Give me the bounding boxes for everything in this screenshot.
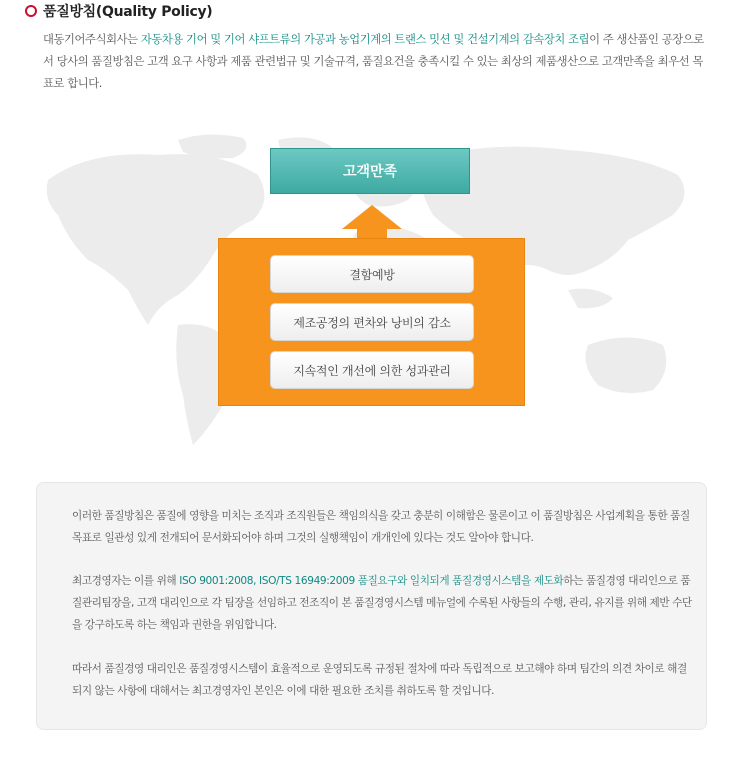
page-title: 품질방침(Quality Policy) [43,4,213,20]
circle-bullet-icon [25,5,37,17]
intro-text [43,29,713,95]
policy-paragraph-2 [72,570,692,636]
policy-paragraph-1: 이러한 품질방침은 품질에 영향을 미치는 조직과 조직원들은 책임의식을 갖고 충분히 이해함은 물론이고 이 품질방침은 사업계획을 통한 품질목표로 일관성 있게 전개되어 문서화되어야 하며 그것의 실행책임이 개개인에 있다는 것도 알아야 합니다. [72,510,690,544]
item-variation-waste-reduction: 제조공정의 편차와 낭비의 감소 [270,303,474,341]
intro-highlight: 자동차용 기어 및 기어 샤프트류의 가공과 농업기계의 트랜스 밋션 및 건설기계의 감속장치 조립 [140,33,590,46]
item-defect-prevention: 결함예방 [270,255,474,293]
policy-p2-start: 최고경영자는 이를 위해 [72,575,180,587]
goal-customer-satisfaction: 고객만족 [270,148,470,194]
page-header [25,0,212,22]
policy-p2-highlight: ISO 9001:2008, ISO/TS 16949:2009 품질요구와 일치되게 품질경영시스템을 제도화 [179,575,564,587]
intro-rest: 이 주 생산품인 공장으로서 당사의 품질방침은 고객 요구 사항과 제품 관련법규 및 기술규격, 품질요건을 충족시킬 수 있는 최상의 제품생산으로 고객만족을 최우선 목표로 합니다. [43,33,704,90]
intro-company: 대동기어주식회사는 [43,33,141,46]
policy-paragraph-3: 따라서 품질경영 대리인은 품질경영시스템이 효율적으로 운영되도록 규정된 절차에 따라 독립적으로 보고해야 하며 팀간의 의견 차이로 해결되지 않는 사항에 대해서는 최고경영자인 본인은 이에 대한 필요한 조치를 취하도록 할 것입니다. [72,663,687,697]
quality-activities-box [218,238,525,406]
up-arrow-icon [342,205,402,239]
item-continuous-improvement: 지속적인 개선에 의한 성과관리 [270,351,474,389]
policy-p2-rest: 하는 품질경영 대리인으로 품질관리팀장을, 고객 대리인으로 각 팀장을 선임하고 전조직이 본 품질경영시스템 메뉴얼에 수록된 사항들의 수행, 관리, 유지를 위해 제반 수단을 강구하도록 하는 책임과 권한을 위임합니다. [72,575,692,631]
policy-detail-panel [36,482,707,730]
